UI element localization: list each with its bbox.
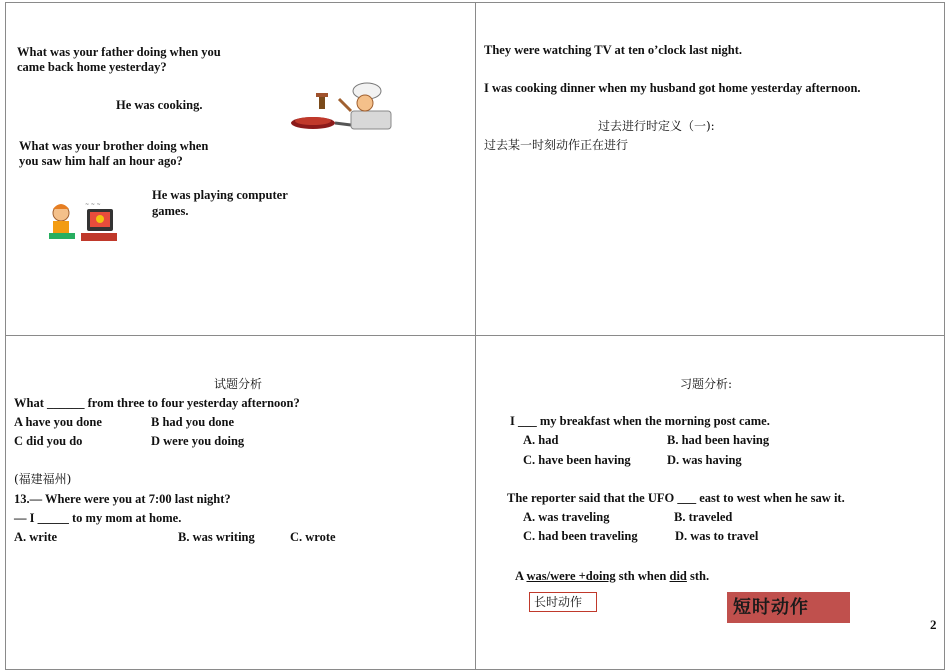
- option-c: C did you do: [14, 434, 83, 448]
- exercise-analysis-heading: 习题分析:: [680, 377, 733, 391]
- question-13-line2: — I _____ to my mom at home.: [14, 511, 182, 525]
- question-father-line2: came back home yesterday?: [17, 60, 167, 74]
- exercise-question-2: The reporter said that the UFO ___ east to west when he saw it.: [507, 491, 845, 505]
- option-d: D were you doing: [151, 434, 245, 448]
- question-brother-line2: you saw him half an hour ago?: [19, 154, 183, 168]
- ex1-option-d: D. was having: [667, 453, 742, 467]
- slide-panel-1: [5, 2, 476, 336]
- ex2-option-a: A. was traveling: [523, 510, 610, 524]
- pattern-prefix: A: [515, 569, 527, 583]
- definition-body: 过去某一时刻动作正在进行: [484, 138, 629, 152]
- boy-playing-computer-illustration: [41, 199, 121, 245]
- ex1-option-c: C. have been having: [523, 453, 631, 467]
- q13-option-b: B. was writing: [178, 530, 255, 544]
- slide-panel-3: [5, 335, 476, 670]
- slide-panel-4: [475, 335, 945, 670]
- short-action-tag: 短时动作: [727, 592, 850, 623]
- question-13-line1: 13.— Where were you at 7:00 last night?: [14, 492, 231, 506]
- ex1-option-b: B. had been having: [667, 433, 770, 447]
- question-source: (福建福州): [14, 472, 72, 486]
- question-father-line1: What was your father doing when you: [17, 45, 221, 59]
- pattern-end: sth.: [686, 569, 710, 583]
- option-a: A have you done: [14, 415, 102, 429]
- long-action-tag: 长时动作: [529, 592, 597, 612]
- ex2-option-b: B. traveled: [674, 510, 733, 524]
- question-brother-line1: What was your brother doing when: [19, 139, 209, 153]
- answer-playing-line2: games.: [152, 204, 189, 218]
- ex2-option-d: D. was to travel: [675, 529, 759, 543]
- svg-text:~ ~ ~: ~ ~ ~: [85, 202, 101, 208]
- q13-option-a: A. write: [14, 530, 58, 544]
- slide-panel-2: [475, 2, 945, 336]
- sentence-cooking-dinner: I was cooking dinner when my husband got home yesterday afternoon.: [484, 81, 861, 95]
- grammar-pattern: [515, 569, 709, 584]
- exercise-question-1: I ___ my breakfast when the morning post came.: [510, 414, 770, 428]
- q13-option-c: C. wrote: [290, 530, 336, 544]
- pattern-did: did: [669, 569, 687, 583]
- page-number: 2: [930, 617, 937, 632]
- answer-playing-line1: He was playing computer: [152, 188, 288, 202]
- ex2-option-c: C. had been traveling: [523, 529, 638, 543]
- chef-cooking-illustration: [289, 81, 393, 133]
- option-b: B had you done: [151, 415, 235, 429]
- exam-question: What ______ from three to four yesterday afternoon?: [14, 396, 300, 410]
- ex1-option-a: A. had: [523, 433, 559, 447]
- pattern-was-were-doing: was/were +doing: [526, 569, 616, 583]
- exam-analysis-heading: 试题分析: [214, 377, 263, 391]
- answer-cooking: He was cooking.: [116, 98, 203, 112]
- sentence-watching-tv: They were watching TV at ten o’clock last night.: [484, 43, 742, 57]
- pattern-middle: sth when: [615, 569, 670, 583]
- definition-title: 过去进行时定义（一):: [598, 119, 715, 133]
